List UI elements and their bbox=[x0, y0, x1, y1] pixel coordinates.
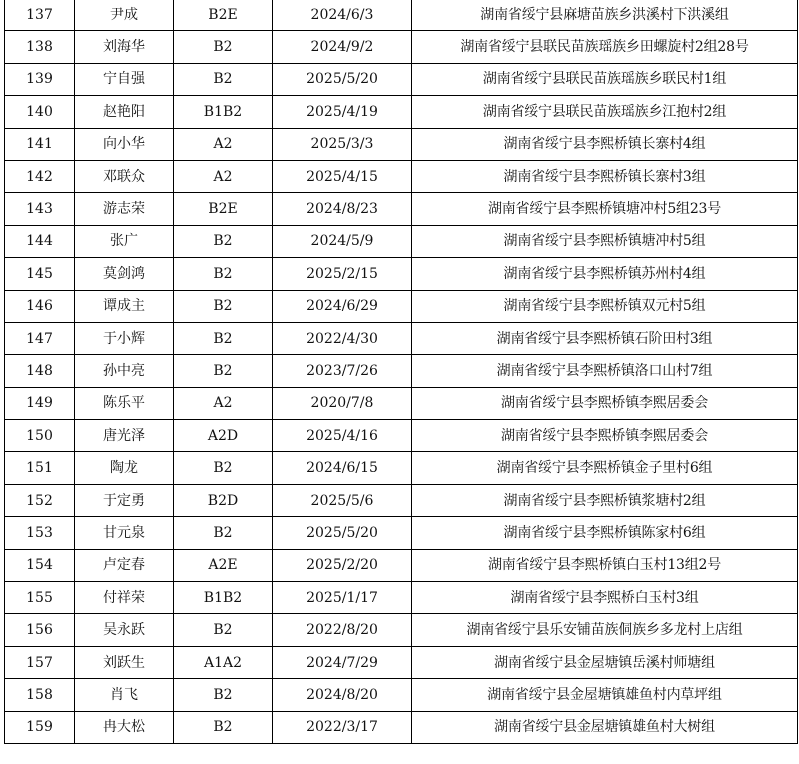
address-cell: 湖南省绥宁县金屋塘镇雄鱼村大树组 bbox=[412, 711, 798, 743]
table-row bbox=[5, 225, 798, 257]
name-cell: 陈乐平 bbox=[75, 387, 174, 419]
table-row bbox=[5, 582, 798, 614]
name-cell: 尹成 bbox=[75, 0, 174, 31]
serial-number-cell: 148 bbox=[5, 355, 75, 387]
table-row bbox=[5, 258, 798, 290]
license-class-cell: A2 bbox=[174, 128, 273, 160]
serial-number-cell: 145 bbox=[5, 258, 75, 290]
date-cell: 2022/8/20 bbox=[273, 614, 412, 646]
address-cell: 湖南省绥宁县李熙桥镇洛口山村7组 bbox=[412, 355, 798, 387]
table-row bbox=[5, 646, 798, 678]
serial-number-cell: 146 bbox=[5, 290, 75, 322]
date-cell: 2025/2/20 bbox=[273, 549, 412, 581]
license-class-cell: B2E bbox=[174, 0, 273, 31]
address-cell: 湖南省绥宁县乐安铺苗族侗族乡多龙村上店组 bbox=[412, 614, 798, 646]
name-cell: 付祥荣 bbox=[75, 582, 174, 614]
serial-number-cell: 143 bbox=[5, 193, 75, 225]
serial-number-cell: 150 bbox=[5, 420, 75, 452]
license-class-cell: B2 bbox=[174, 31, 273, 63]
table-row bbox=[5, 322, 798, 354]
license-class-cell: B1B2 bbox=[174, 582, 273, 614]
address-cell: 湖南省绥宁县李熙桥镇金子里村6组 bbox=[412, 452, 798, 484]
license-class-cell: B2 bbox=[174, 225, 273, 257]
license-class-cell: A1A2 bbox=[174, 646, 273, 678]
date-cell: 2024/8/23 bbox=[273, 193, 412, 225]
serial-number-cell: 156 bbox=[5, 614, 75, 646]
table-row bbox=[5, 96, 798, 128]
address-cell: 湖南省绥宁县联民苗族瑶族乡联民村1组 bbox=[412, 63, 798, 95]
address-cell: 湖南省绥宁县李熙桥镇塘冲村5组 bbox=[412, 225, 798, 257]
name-cell: 孙中亮 bbox=[75, 355, 174, 387]
table-row bbox=[5, 290, 798, 322]
serial-number-cell: 144 bbox=[5, 225, 75, 257]
date-cell: 2025/3/3 bbox=[273, 128, 412, 160]
license-class-cell: B2 bbox=[174, 679, 273, 711]
date-cell: 2024/6/15 bbox=[273, 452, 412, 484]
table-row bbox=[5, 387, 798, 419]
name-cell: 陶龙 bbox=[75, 452, 174, 484]
address-cell: 湖南省绥宁县李熙桥镇长寨村3组 bbox=[412, 160, 798, 192]
serial-number-cell: 152 bbox=[5, 484, 75, 516]
name-cell: 游志荣 bbox=[75, 193, 174, 225]
license-class-cell: B2E bbox=[174, 193, 273, 225]
date-cell: 2024/6/3 bbox=[273, 0, 412, 31]
license-class-cell: B2 bbox=[174, 711, 273, 743]
license-class-cell: B2 bbox=[174, 355, 273, 387]
license-class-cell: A2D bbox=[174, 420, 273, 452]
table-row bbox=[5, 517, 798, 549]
table-row bbox=[5, 160, 798, 192]
address-cell: 湖南省绥宁县金屋塘镇雄鱼村内草坪组 bbox=[412, 679, 798, 711]
address-cell: 湖南省绥宁县李熙桥镇苏州村4组 bbox=[412, 258, 798, 290]
date-cell: 2025/2/15 bbox=[273, 258, 412, 290]
address-cell: 湖南省绥宁县联民苗族瑶族乡田螺旋村2组28号 bbox=[412, 31, 798, 63]
license-class-cell: A2 bbox=[174, 160, 273, 192]
serial-number-cell: 157 bbox=[5, 646, 75, 678]
license-class-cell: B2 bbox=[174, 258, 273, 290]
date-cell: 2023/7/26 bbox=[273, 355, 412, 387]
address-cell: 湖南省绥宁县李熙桥镇浆塘村2组 bbox=[412, 484, 798, 516]
serial-number-cell: 153 bbox=[5, 517, 75, 549]
name-cell: 刘跃生 bbox=[75, 646, 174, 678]
serial-number-cell: 159 bbox=[5, 711, 75, 743]
name-cell: 唐光泽 bbox=[75, 420, 174, 452]
address-cell: 湖南省绥宁县李熙桥镇白玉村13组2号 bbox=[412, 549, 798, 581]
serial-number-cell: 138 bbox=[5, 31, 75, 63]
table-row bbox=[5, 679, 798, 711]
license-class-cell: B1B2 bbox=[174, 96, 273, 128]
name-cell: 谭成主 bbox=[75, 290, 174, 322]
serial-number-cell: 142 bbox=[5, 160, 75, 192]
serial-number-cell: 149 bbox=[5, 387, 75, 419]
date-cell: 2024/7/29 bbox=[273, 646, 412, 678]
name-cell: 邓联众 bbox=[75, 160, 174, 192]
license-class-cell: B2 bbox=[174, 290, 273, 322]
date-cell: 2022/4/30 bbox=[273, 322, 412, 354]
table-row bbox=[5, 63, 798, 95]
table-row bbox=[5, 484, 798, 516]
address-cell: 湖南省绥宁县李熙桥镇陈家村6组 bbox=[412, 517, 798, 549]
table-row bbox=[5, 128, 798, 160]
serial-number-cell: 147 bbox=[5, 322, 75, 354]
serial-number-cell: 140 bbox=[5, 96, 75, 128]
license-class-cell: B2 bbox=[174, 452, 273, 484]
address-cell: 湖南省绥宁县李熙桥镇石阶田村3组 bbox=[412, 322, 798, 354]
license-class-cell: B2 bbox=[174, 614, 273, 646]
table-row bbox=[5, 549, 798, 581]
serial-number-cell: 141 bbox=[5, 128, 75, 160]
name-cell: 甘元泉 bbox=[75, 517, 174, 549]
table-row bbox=[5, 0, 798, 31]
name-cell: 吴永跃 bbox=[75, 614, 174, 646]
license-class-cell: B2 bbox=[174, 322, 273, 354]
name-cell: 赵艳阳 bbox=[75, 96, 174, 128]
license-class-cell: B2 bbox=[174, 63, 273, 95]
records-table-body bbox=[5, 0, 798, 743]
table-row bbox=[5, 355, 798, 387]
table-row bbox=[5, 614, 798, 646]
date-cell: 2024/8/20 bbox=[273, 679, 412, 711]
date-cell: 2024/9/2 bbox=[273, 31, 412, 63]
name-cell: 于定勇 bbox=[75, 484, 174, 516]
address-cell: 湖南省绥宁县李熙桥镇长寨村4组 bbox=[412, 128, 798, 160]
date-cell: 2025/5/20 bbox=[273, 517, 412, 549]
table-row bbox=[5, 452, 798, 484]
name-cell: 莫剑鸿 bbox=[75, 258, 174, 290]
name-cell: 宁自强 bbox=[75, 63, 174, 95]
name-cell: 肖飞 bbox=[75, 679, 174, 711]
date-cell: 2024/6/29 bbox=[273, 290, 412, 322]
name-cell: 张广 bbox=[75, 225, 174, 257]
date-cell: 2025/4/15 bbox=[273, 160, 412, 192]
serial-number-cell: 151 bbox=[5, 452, 75, 484]
license-class-cell: A2E bbox=[174, 549, 273, 581]
records-table bbox=[4, 0, 798, 744]
serial-number-cell: 154 bbox=[5, 549, 75, 581]
license-class-cell: B2 bbox=[174, 517, 273, 549]
date-cell: 2025/4/16 bbox=[273, 420, 412, 452]
date-cell: 2025/1/17 bbox=[273, 582, 412, 614]
address-cell: 湖南省绥宁县联民苗族瑶族乡江抱村2组 bbox=[412, 96, 798, 128]
name-cell: 刘海华 bbox=[75, 31, 174, 63]
serial-number-cell: 137 bbox=[5, 0, 75, 31]
table-row bbox=[5, 193, 798, 225]
address-cell: 湖南省绥宁县麻塘苗族乡洪溪村下洪溪组 bbox=[412, 0, 798, 31]
name-cell: 于小辉 bbox=[75, 322, 174, 354]
table-row bbox=[5, 420, 798, 452]
serial-number-cell: 158 bbox=[5, 679, 75, 711]
date-cell: 2020/7/8 bbox=[273, 387, 412, 419]
date-cell: 2025/5/6 bbox=[273, 484, 412, 516]
address-cell: 湖南省绥宁县李熙桥镇双元村5组 bbox=[412, 290, 798, 322]
license-class-cell: B2D bbox=[174, 484, 273, 516]
date-cell: 2024/5/9 bbox=[273, 225, 412, 257]
license-class-cell: A2 bbox=[174, 387, 273, 419]
serial-number-cell: 139 bbox=[5, 63, 75, 95]
name-cell: 向小华 bbox=[75, 128, 174, 160]
address-cell: 湖南省绥宁县李熙桥白玉村3组 bbox=[412, 582, 798, 614]
address-cell: 湖南省绥宁县李熙桥镇李熙居委会 bbox=[412, 387, 798, 419]
address-cell: 湖南省绥宁县金屋塘镇岳溪村师塘组 bbox=[412, 646, 798, 678]
address-cell: 湖南省绥宁县李熙桥镇李熙居委会 bbox=[412, 420, 798, 452]
name-cell: 冉大松 bbox=[75, 711, 174, 743]
name-cell: 卢定春 bbox=[75, 549, 174, 581]
table-row bbox=[5, 31, 798, 63]
table-row bbox=[5, 711, 798, 743]
date-cell: 2025/5/20 bbox=[273, 63, 412, 95]
date-cell: 2022/3/17 bbox=[273, 711, 412, 743]
date-cell: 2025/4/19 bbox=[273, 96, 412, 128]
serial-number-cell: 155 bbox=[5, 582, 75, 614]
address-cell: 湖南省绥宁县李熙桥镇塘冲村5组23号 bbox=[412, 193, 798, 225]
